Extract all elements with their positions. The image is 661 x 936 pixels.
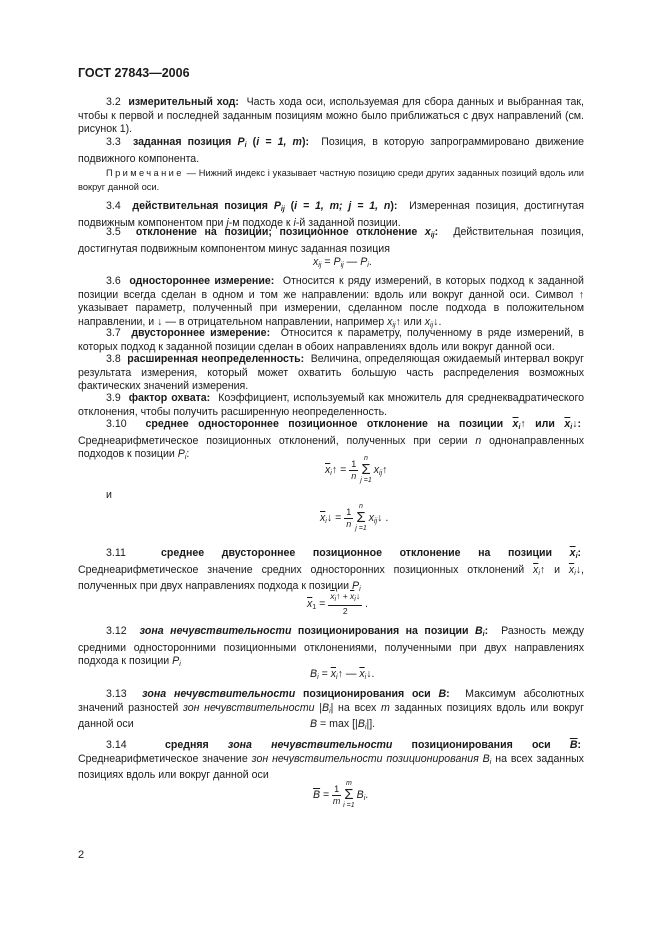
note: Примечание — Нижний индекс i указывает частную позицию среди других заданных позиций вдоль или вокруг данной оси. <box>78 168 584 192</box>
term: среднее двустороннее позиционное отклонение на позиции $\overline{x}_i$: <box>161 547 582 560</box>
section-3-9: 3.9 фактор охвата: Коэффициент, используемый как множитель для среднеквадратического отклонения, чтобы получить расширенную неопределенность. <box>78 392 584 418</box>
section-3-8: 3.8 расширенная неопределенность: Величина, определяющая ожидаемый интервал вокруг результата измерения, который может охватить большую часть распределения возможных фактических значений измерения. <box>78 353 584 392</box>
term: одностороннее измерение: <box>129 275 275 287</box>
section-3-13: 3.13 зона нечувствительности позиционирования оси B: Максимум абсолютных значений разностей зон нечувствительности $|B_i|$ на всех m заданных позициях вдоль или вокруг данной оси <box>78 688 585 730</box>
document-header: ГОСТ 27843—2006 <box>78 66 190 80</box>
term: фактор охвата: <box>128 392 211 404</box>
term: среднее одностороннее позиционное отклонение на позиции $\overline{x}_i↑$ или $\overline{x}_i↓$: <box>145 418 582 431</box>
formula-3-13: $B = \max [|B_i|]$. <box>310 718 376 731</box>
section-3-7: 3.7 двустороннее измерение: Относится к параметру, полученному в ряде измерений, в которых подход к заданной позиции сделан в обоих направлениях вдоль или вокруг данной оси. <box>78 327 584 353</box>
formula-3-11: $\overline{x}_1$ = $\frac{\overline{x}_i↑ + \overline{x}_i↓}{2}$ . <box>307 591 368 616</box>
section-3-11: 3.11 среднее двустороннее позиционное отклонение на позиции $\overline{x}_i$: Среднеарифметическое значение средних односторонних позиционных отклонений $\overline{x}_i↑$ и $\overline{x}_i↓$, полученных при двух направлениях подхода к позиции $P_i$ <box>78 547 584 593</box>
term: отклонение на позиции; позиционное отклонение $x_{ij}$: <box>135 226 439 239</box>
term: зона нечувствительности позиционирования на позиции $B_i$: <box>139 625 489 638</box>
formula-3-14: $\overline{B}$ = $\frac{1}{m}$ m Σ i =1 $B_i$. <box>313 780 369 809</box>
section-3-5: 3.5 отклонение на позиции; позиционное отклонение $x_{ij}$: Действительная позиция, достигнутая подвижным компонентом минус заданная позиция <box>78 226 584 255</box>
term: заданная позиция $P_i$ (i = 1, m): <box>133 136 310 149</box>
term: зона нечувствительности позиционирования оси B: <box>142 688 450 700</box>
section-3-2: 3.2 измерительный ход: Часть хода оси, используемая для сбора данных и выбранная так, чтобы к первой и последней заданным позициям можно было приближаться с двух направлений (см. рисунок 1). <box>78 96 584 135</box>
term: средняя зона нечувствительности позиционирования оси $\overline{B}$: <box>165 739 582 751</box>
section-3-4: 3.4 действительная позиция $P_{ij}$ (i = 1, m; j = 1, n): Измеренная позиция, достигнутая подвижным компонентом при j-м подходе к i-й заданной позиции. <box>78 200 584 229</box>
formula-3-12: $B_i$ = $\overline{x}_i↑$ — $\overline{x}_i↓$. <box>310 668 375 681</box>
term: измерительный ход: <box>128 96 239 108</box>
section-3-6: 3.6 одностороннее измерение: Относится к ряду измерений, в которых подход к заданной позиции всегда сделан в одном и том же направлении: вдоль или вокруг данной оси. Символ ↑ указывает параметр, полученный при измерении, сделанном после подхода в положительном направлении, и ↓ — в отрицательном направлении, например $x_{ij}↑$ или $x_{ij}↓$. <box>78 275 584 329</box>
section-3-10: 3.10 среднее одностороннее позиционное отклонение на позиции $\overline{x}_i↑$ или $\overline{x}_i↓$: Среднеарифметическое позиционных отклонений, полученных при серии n однонаправленных подходов к позиции $P_i$: <box>78 418 584 461</box>
formula-3-10-down: $\overline{x}_i↓$ = $\frac{1}{n}$ n Σ j =1 $x_{ij}↓$ . <box>320 503 389 532</box>
formula-3-10-up: $\overline{x}_i↑$ = $\frac{1}{n}$ n Σ j =1 $x_{ij}↑$ <box>325 455 388 484</box>
term: расширенная неопределенность: <box>127 353 305 365</box>
formula-3-5: $x_{ij} = P_{ij}$ — $P_i$. <box>313 256 372 269</box>
section-3-12: 3.12 зона нечувствительности позиционирования на позиции $B_i$: Разность между средними односторонними позиционными отклонениями, полученными при двух направлениях подхода к позиции $P_i$ <box>78 625 585 668</box>
section-3-14: 3.14 средняя зона нечувствительности позиционирования оси $\overline{B}$: Среднеарифметическое значение зон нечувствительности позиционирования $B_i$ на всех заданных позициях вдоль или вокруг данной оси <box>78 739 584 781</box>
page-number: 2 <box>78 849 85 861</box>
conjunction-and: и <box>106 489 112 501</box>
term: действительная позиция $P_{ij}$ (i = 1, m; j = 1, n): <box>132 200 398 213</box>
term: двустороннее измерение: <box>131 327 271 339</box>
section-3-3: 3.3 заданная позиция $P_i$ (i = 1, m): Позиция, в которую запрограммировано движение подвижного компонента. <box>78 136 585 165</box>
